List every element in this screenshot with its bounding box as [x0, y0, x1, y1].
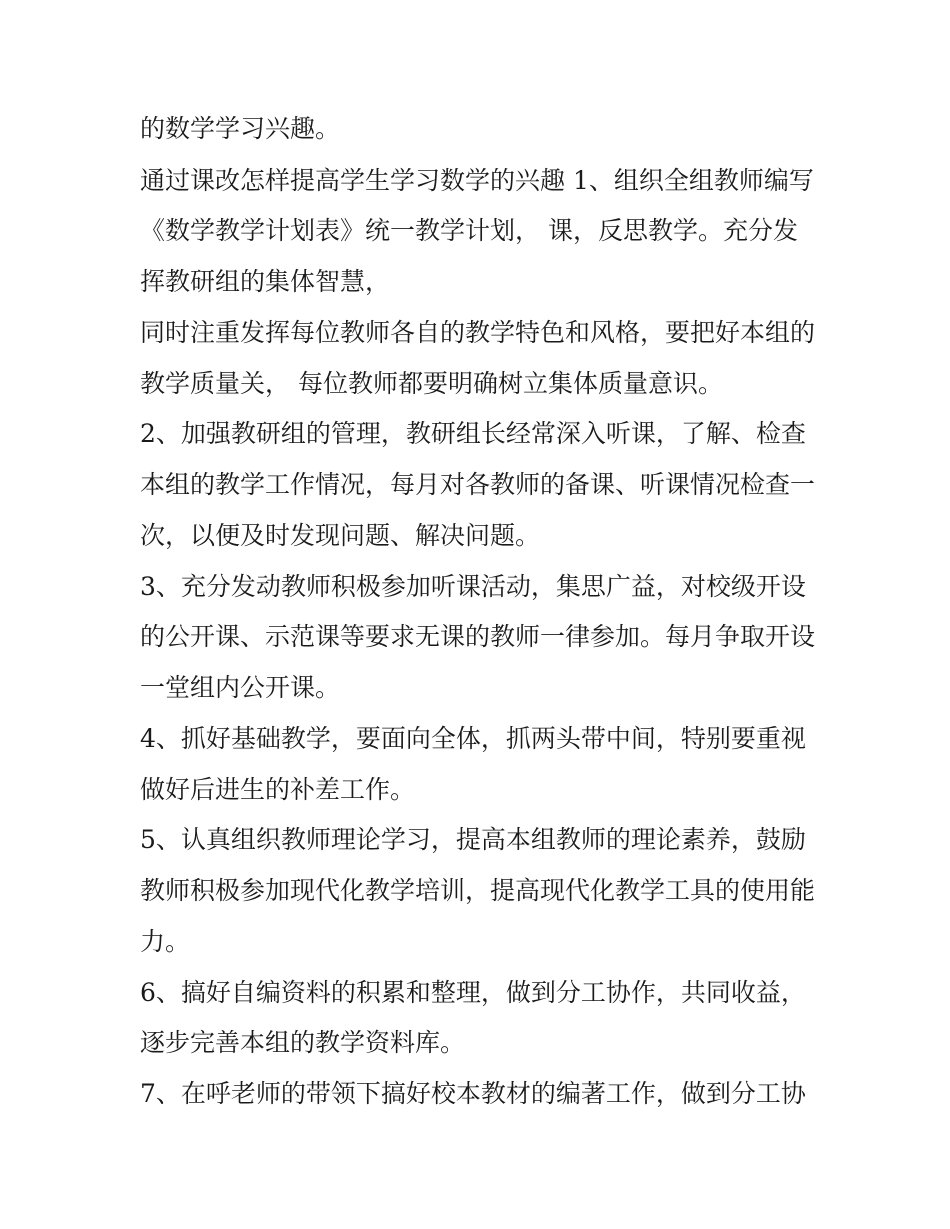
text-line: 教学质量关， 每位教师都要明确树立集体质量意识。 [140, 369, 723, 398]
text-line: 挥教研组的集体智慧， [140, 267, 391, 296]
text-line: 6、搞好自编资料的积累和整理，做到分工协作，共同收益， [140, 978, 806, 1007]
text-line: 通过课改怎样提高学生学习数学的兴趣 1、组织全组教师编写 [140, 166, 814, 195]
text-line: 一堂组内公开课。 [140, 673, 341, 702]
text-line: 教师积极参加现代化教学培训，提高现代化教学工具的使用能 [140, 876, 816, 905]
text-line: 的数学学习兴趣。 [140, 114, 341, 143]
text-line: 2、加强教研组的管理，教研组长经常深入听课，了解、检查 [140, 419, 806, 448]
text-line: 3、充分发动教师积极参加听课活动，集思广益，对校级开设 [140, 572, 806, 601]
text-line: 本组的教学工作情况，每月对各教师的备课、听课情况检查一 [140, 470, 816, 499]
text-line: 4、抓好基础教学，要面向全体，抓两头带中间，特别要重视 [140, 724, 806, 753]
text-line: 逐步完善本组的教学资料库。 [140, 1028, 466, 1057]
text-line: 次，以便及时发现问题、解决问题。 [140, 521, 541, 550]
text-line: 5、认真组织教师理论学习，提高本组教师的理论素养，鼓励 [140, 825, 806, 854]
text-line: 力。 [140, 927, 191, 956]
text-line: 《数学教学计划表》统一教学计划， 课，反思教学。充分发 [140, 216, 798, 245]
text-line: 的公开课、示范课等要求无课的教师一律参加。每月争取开设 [140, 622, 816, 651]
text-line: 7、在呼老师的带领下搞好校本教材的编著工作，做到分工协 [140, 1079, 806, 1108]
text-line: 同时注重发挥每位教师各自的教学特色和风格，要把好本组的 [140, 318, 816, 347]
text-line: 做好后进生的补差工作。 [140, 775, 416, 804]
